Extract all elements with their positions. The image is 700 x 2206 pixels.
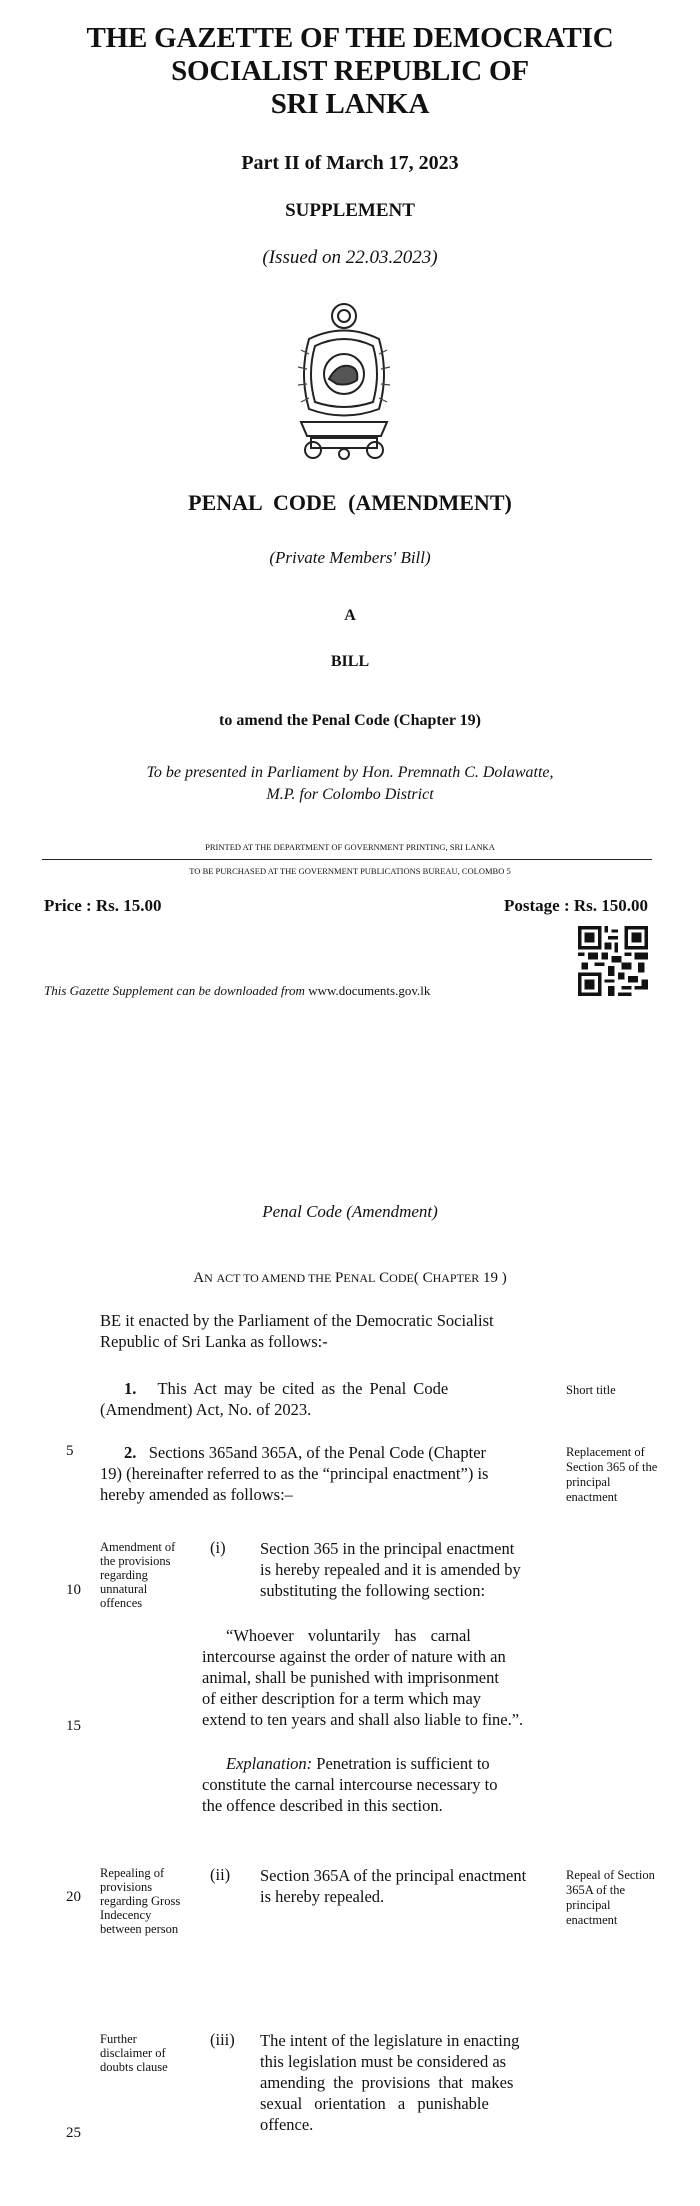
explanation	[202, 1753, 556, 1816]
quote-line2: intercourse against the order of nature with an	[202, 1647, 506, 1666]
gazette-issued-date: (Issued on 22.03.2023)	[262, 247, 438, 268]
act-title-number: 19 )	[483, 1270, 507, 1286]
gazette-part: Part II of March 17, 2023	[241, 152, 459, 174]
price-label: Price : Rs. 15.00	[44, 896, 162, 915]
line-number-10: 10	[66, 1582, 81, 1598]
act-title	[0, 1270, 700, 1287]
subsection-ii-line2: is hereby repealed.	[260, 1887, 385, 1906]
act-title-n: N	[204, 1271, 213, 1285]
margin-replacement-365: Replacement of Section 365 of the principal enactment	[566, 1445, 658, 1504]
subsection-ii-number: (ii)	[210, 1865, 231, 1884]
subsection-iii-line5: offence.	[260, 2115, 314, 2134]
subsection-iii-line2: this legislation must be considered as	[260, 2052, 507, 2071]
act-title-ode: ODE	[389, 1271, 414, 1285]
section-2-line2: 19) (hereinafter referred to as the “principal enactment”) is	[100, 1464, 489, 1483]
line-number-5: 5	[66, 1443, 74, 1459]
quote-line5: extend to ten years and shall also liable to fine.”.	[202, 1710, 524, 1729]
subsection-i-line2: is hereby repealed and it is amended by	[260, 1560, 521, 1579]
presented-by	[0, 762, 700, 806]
section-2	[100, 1442, 556, 1505]
line-number-25: 25	[66, 2125, 81, 2141]
footer-divider	[42, 859, 652, 860]
act-title-p: P	[335, 1270, 344, 1286]
gazette-title-line1: THE GAZETTE OF THE DEMOCRATIC	[86, 22, 614, 54]
gazette-title-line2: SOCIALIST REPUBLIC OF	[171, 55, 529, 87]
act-title-enal: ENAL	[343, 1271, 376, 1285]
explanation-line1: Penetration is sufficient to	[316, 1754, 490, 1773]
subsection-ii-text	[260, 1865, 556, 1907]
subsection-iii-number: (iii)	[210, 2030, 235, 2049]
download-link[interactable]: www.documents.gov.lk	[308, 983, 431, 998]
margin-repeal-365a: Repeal of Section 365A of the principal enactment	[566, 1868, 655, 1927]
subsection-i-line1: Section 365 in the principal enactment	[260, 1539, 515, 1558]
subsection-iii-line4: sexual orientation a punishable	[260, 2094, 489, 2113]
margin-amendment-unnatural-offences: Amendment of the provisions regarding unnatural offences	[100, 1540, 176, 1610]
margin-short-title: Short title	[566, 1383, 616, 1397]
postage-label: Postage : Rs. 150.00	[503, 896, 648, 915]
act-title-hapter: HAPTER	[432, 1271, 480, 1285]
private-members-bill: (Private Members' Bill)	[269, 548, 431, 567]
download-note	[44, 983, 430, 999]
quote-line1: “Whoever voluntarily has carnal	[226, 1626, 471, 1645]
subsection-iii-text	[260, 2030, 556, 2135]
enacting-line2: Republic of Sri Lanka as follows:-	[100, 1332, 328, 1351]
act-title-to: ACT TO AMEND THE	[216, 1271, 332, 1285]
bill-purpose: to amend the Penal Code (Chapter 19)	[219, 712, 481, 729]
presented-line2: M.P. for Colombo District	[266, 786, 434, 803]
download-text: This Gazette Supplement can be downloaded from	[44, 983, 305, 998]
bill-article-a: A	[344, 607, 356, 624]
quote-line4: of either description for a term which may	[202, 1689, 482, 1708]
line-number-15: 15	[66, 1718, 81, 1734]
section-1-line1: This Act may be cited as the Penal Code	[157, 1379, 449, 1398]
page-header: Penal Code (Amendment)	[262, 1202, 438, 1221]
enacting-clause	[100, 1310, 556, 1352]
section-1	[100, 1378, 556, 1420]
line-number-20: 20	[66, 1889, 81, 1905]
gazette-supplement: SUPPLEMENT	[285, 200, 415, 221]
presented-line1: To be presented in Parliament by Hon. Premnath C. Dolawatte,	[146, 764, 554, 781]
act-title-c: C	[379, 1270, 390, 1286]
bill-title: PENAL CODE (AMENDMENT)	[188, 490, 512, 515]
subsection-i-text	[260, 1538, 556, 1601]
margin-repealing-gross-indecency: Repealing of provisions regarding Gross Indecency between person	[100, 1866, 181, 1936]
subsection-i-number: (i)	[210, 1538, 226, 1557]
act-title-a: A	[193, 1270, 205, 1286]
gazette-title-line3: SRI LANKA	[270, 88, 430, 120]
enacting-line1: BE it enacted by the Parliament of the Democratic Socialist	[100, 1311, 494, 1330]
purchase-note: TO BE PURCHASED AT THE GOVERNMENT PUBLICATIONS BUREAU, COLOMBO 5	[189, 866, 511, 876]
explanation-line2: constitute the carnal intercourse necessary to	[202, 1775, 498, 1794]
printed-note: PRINTED AT THE DEPARTMENT OF GOVERNMENT PRINTING, SRI LANKA	[205, 842, 495, 852]
section-1-line2: (Amendment) Act, No. of 2023.	[100, 1400, 312, 1419]
subsection-i-line3: substituting the following section:	[260, 1581, 486, 1600]
sri-lanka-emblem-icon	[279, 294, 409, 464]
qr-code-icon[interactable]	[578, 926, 648, 996]
section-2-number: 2.	[124, 1443, 137, 1462]
bill-label: BILL	[330, 653, 370, 670]
subsection-iii-line3: amending the provisions that makes	[260, 2073, 514, 2092]
act-title-chapter-c: ( C	[413, 1270, 433, 1286]
explanation-label: Explanation:	[226, 1754, 313, 1773]
gazette-title	[0, 22, 700, 121]
substituted-section-quote	[202, 1625, 556, 1730]
section-2-line3: hereby amended as follows:–	[100, 1485, 293, 1504]
subsection-iii-line1: The intent of the legislature in enacting	[260, 2031, 520, 2050]
section-2-line1: Sections 365and 365A, of the Penal Code (Chapter	[148, 1443, 487, 1462]
section-1-number: 1.	[124, 1379, 137, 1398]
quote-line3: animal, shall be punished with imprisonment	[202, 1668, 499, 1687]
margin-further-disclaimer: Further disclaimer of doubts clause	[100, 2032, 168, 2074]
subsection-ii-line1: Section 365A of the principal enactment	[260, 1866, 527, 1885]
explanation-line3: the offence described in this section.	[202, 1796, 443, 1815]
